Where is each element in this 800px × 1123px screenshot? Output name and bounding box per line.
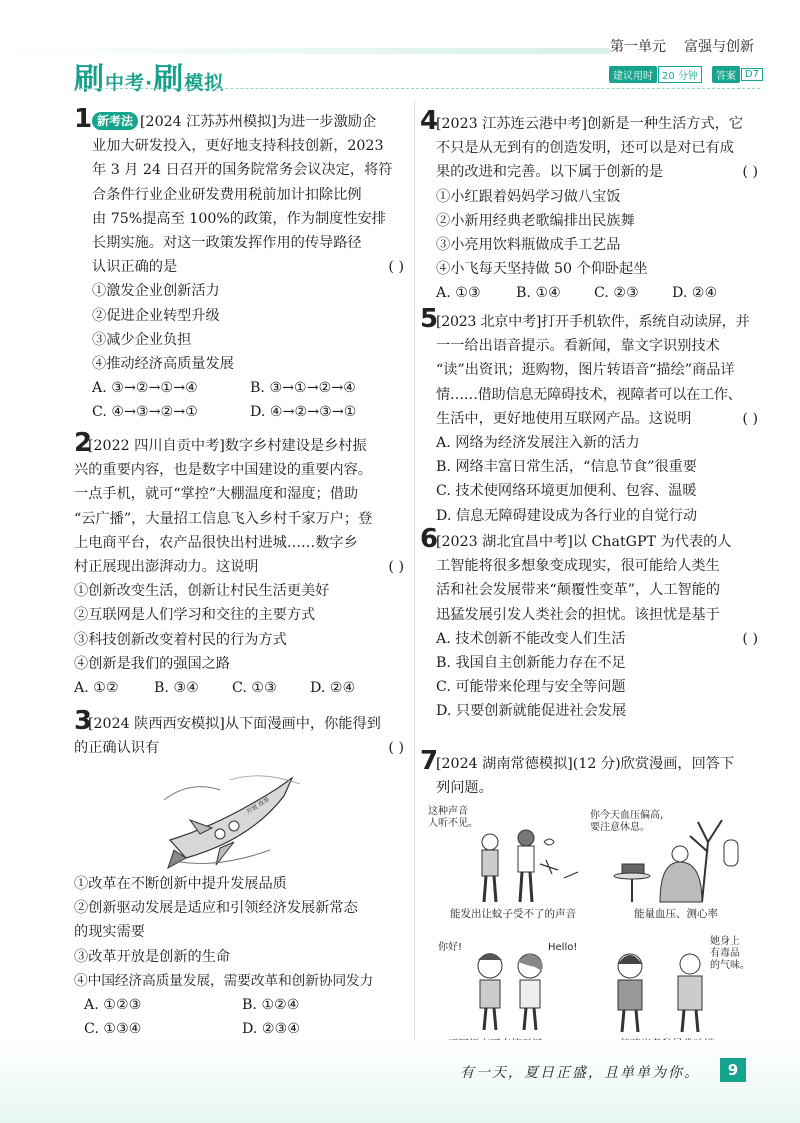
- unit-title: 富强与创新: [684, 39, 754, 55]
- answer-page: D7: [741, 68, 763, 81]
- rocket-icon: [164, 776, 300, 868]
- meta-info: [609, 66, 763, 83]
- q4-option-d[interactable]: D. ②④: [672, 285, 718, 302]
- q3-line: [2024 陕西西安模拟]从下面漫画中，你能得到: [88, 716, 381, 732]
- answer-blank[interactable]: ( ): [742, 630, 758, 647]
- q2-option-a[interactable]: A. ①②: [74, 680, 119, 697]
- q5-line: “读”出资讯；逛购物，图片转语音“描绘”商品详: [436, 362, 735, 379]
- q2-line: “云广播”，大量招工信息飞入乡村千家万户；登: [74, 510, 373, 527]
- speech-bubble: 你今天血压偏高， 要注意休息。: [590, 810, 670, 833]
- q6-line: 迅猛发展引发人类社会的担忧。该担忧是基于: [436, 606, 720, 623]
- q2-option-c[interactable]: C. ①③: [232, 680, 277, 697]
- q3-option-b[interactable]: B. ①②④: [242, 997, 300, 1014]
- q1-line: [2024 江苏苏州模拟]为进一步激励企: [140, 114, 377, 130]
- q5-line: 一一给出语音提示。看新闻，靠文字识别技术: [436, 338, 720, 355]
- q1-line: 长期实施。对这一政策发挥作用的传导路径: [92, 235, 362, 252]
- q5-line: 情……借助信息无障碍技术，视障者可以在工作、: [436, 386, 742, 403]
- question-7-number: 7: [420, 746, 439, 776]
- header-divider: [80, 88, 760, 89]
- answer-blank[interactable]: ( ): [388, 259, 404, 276]
- q2-line: 村正展现出澎湃动力。这说明: [74, 559, 259, 576]
- answer-blank[interactable]: ( ): [388, 559, 404, 576]
- q6-option-a[interactable]: A. 技术创新不能改变人们生活: [436, 630, 626, 647]
- unit-heading: [610, 36, 772, 56]
- q3-item: ③改革开放是创新的生命: [74, 948, 231, 965]
- brand-char-2: 刷: [153, 62, 185, 97]
- question-7: [436, 752, 758, 800]
- q1-option-c[interactable]: C. ④→③→②→①: [92, 404, 198, 421]
- q5-line: 生活中，更好地使用互联网产品。这说明: [436, 410, 692, 427]
- q1-item: ③减少企业负担: [92, 331, 192, 348]
- q1-line: 由 75%提高至 100%的政策，作为制度性安排: [92, 210, 386, 227]
- q1-line: 业加大研发投入，更好地支持科技创新，2023: [92, 138, 384, 155]
- q2-line: [2022 四川自贡中考]数字乡村建设是乡村振: [88, 438, 367, 454]
- question-3: [74, 712, 404, 760]
- time-label: 建议用时: [609, 66, 657, 83]
- q4-item: ①小红跟着妈妈学习做八宝饭: [436, 188, 621, 205]
- q7-line: [2024 湖南常德模拟](12 分)欣赏漫画，回答下: [436, 756, 735, 772]
- question-2: [74, 434, 404, 700]
- time-value: 20 分钟: [658, 66, 702, 83]
- q2-item: ②互联网是人们学习和交往的主要方式: [74, 607, 316, 624]
- question-5-number: 5: [420, 304, 439, 334]
- comic-panel-blood-pressure: [590, 802, 760, 922]
- q2-option-d[interactable]: D. ②④: [310, 680, 356, 697]
- unit-label: 第一单元: [610, 39, 666, 55]
- page-header: [0, 0, 800, 97]
- comic-panel-translation: [428, 930, 588, 1050]
- comic-panel-smell: [590, 930, 760, 1050]
- q5-option-d[interactable]: D. 信息无障碍建设成为各行业的自觉行动: [436, 507, 698, 524]
- series-brand: [74, 54, 224, 98]
- column-divider: [414, 100, 415, 1050]
- q5-option-c[interactable]: C. 技术使网络环境更加便利、包容、温暖: [436, 483, 697, 500]
- brand-dot: ·: [145, 72, 154, 94]
- q1-option-b[interactable]: B. ③→①→②→④: [250, 380, 356, 397]
- speech-bubble-left: 你好!: [438, 942, 463, 953]
- footer-motto: 有一天，夏日正盛，且单单为你。: [460, 1065, 700, 1081]
- q4-option-c[interactable]: C. ②③: [594, 285, 639, 302]
- q3-option-c[interactable]: C. ①③④: [84, 1021, 142, 1038]
- q6-option-b[interactable]: B. 我国自主创新能力存在不足: [436, 655, 626, 672]
- q1-option-a[interactable]: A. ③→②→①→④: [92, 380, 198, 397]
- question-6: [436, 530, 758, 724]
- elderly-checkup-icon: [590, 802, 760, 912]
- speech-bubble: 她身上 有毒品 的气味。: [710, 936, 750, 971]
- brand-char-1: 刷: [74, 62, 105, 97]
- q6-line: 活和社会发展带来“颠覆性变革”，人工智能的: [436, 582, 721, 599]
- q2-line: 上电商平台，农产品很快出村进城……数字乡: [74, 534, 358, 551]
- comic-panel-mosquito: [428, 802, 588, 922]
- q1-option-d[interactable]: D. ④→②→③→①: [250, 404, 357, 421]
- question-6-number: 6: [420, 524, 439, 554]
- q1-item: ②促进企业转型升级: [92, 307, 220, 324]
- q2-item: ①创新改变生活，创新让村民生活更美好: [74, 583, 330, 600]
- q1-item: ①激发企业创新活力: [92, 283, 220, 300]
- question-2-number: 2: [74, 428, 93, 458]
- q5-line: [2023 北京中考]打开手机软件，系统自动读屏，并: [436, 314, 750, 330]
- answer-blank[interactable]: ( ): [742, 164, 758, 181]
- q4-line: 果的改进和完善。以下属于创新的是: [436, 164, 664, 181]
- q1-line: 认识正确的是: [92, 259, 178, 276]
- panel-caption: 能发出让蚊子受不了的声音: [450, 908, 576, 920]
- q2-line: 一点手机，就可“掌控”大棚温度和湿度；借助: [74, 486, 359, 503]
- page-number: 9: [720, 1058, 746, 1082]
- q2-item: ④创新是我们的强国之路: [74, 655, 231, 672]
- answer-blank[interactable]: ( ): [388, 740, 404, 757]
- q1-line: 合条件行业企业研发费用税前加计扣除比例: [92, 186, 362, 203]
- q3-option-d[interactable]: D. ②③④: [242, 1021, 301, 1038]
- q1-line: 年 3 月 24 日召开的国务院常务会议决定，将符: [92, 162, 393, 179]
- q3-item: ④中国经济高质量发展，需要改革和创新协同发力: [74, 972, 374, 989]
- question-3-number: 3: [74, 706, 93, 736]
- rocket-label: 开放 改革: [245, 796, 272, 816]
- q1-item: ④推动经济高质量发展: [92, 356, 234, 373]
- q2-line: 兴的重要内容，也是数字中国建设的重要内容。: [74, 462, 372, 479]
- q6-option-d[interactable]: D. 只要创新就能促进社会发展: [436, 703, 627, 720]
- q2-option-b[interactable]: B. ③④: [154, 680, 199, 697]
- question-1: [92, 110, 404, 425]
- speech-bubble-right: Hello!: [548, 942, 578, 953]
- q4-line: 不只是从无到有的创造发明，还可以是对已有成: [436, 140, 734, 157]
- q6-line: 工智能将很多想象变成现实，很可能给人类生: [436, 558, 720, 575]
- question-4-number: 4: [420, 106, 439, 136]
- robot-kid-mosquito-icon: [428, 802, 588, 912]
- q3-item: ②创新驱动发展是适应和引领经济发展新常态: [74, 900, 358, 917]
- two-kids-talking-icon: [428, 930, 588, 1040]
- new-format-badge: 新考法: [92, 112, 138, 130]
- sniffing-detector-icon: [590, 930, 760, 1040]
- q4-item: ②小新用经典老歌编排出民族舞: [436, 212, 635, 229]
- speech-bubble: 这种声音 人听不见。: [428, 806, 478, 829]
- answer-label: 答案: [712, 66, 740, 83]
- question-1-number: 1: [74, 104, 93, 134]
- reform-rocket-cartoon: [160, 770, 310, 870]
- q5-option-a[interactable]: A. 网络为经济发展注入新的活力: [436, 435, 640, 452]
- q3-item: ①改革在不断创新中提升发展品质: [74, 876, 287, 892]
- brand-word-2: 模拟: [184, 72, 225, 94]
- panel-caption: 能量血压、测心率: [634, 908, 718, 920]
- q7-line: 列问题。: [436, 780, 493, 797]
- q4-line: [2023 江苏连云港中考]创新是一种生活方式，它: [436, 116, 744, 132]
- q3-line: 的正确认识有: [74, 740, 160, 757]
- brand-word-1: 中考: [105, 72, 146, 94]
- q6-option-c[interactable]: C. 可能带来伦理与安全等问题: [436, 679, 626, 696]
- question-4: [436, 112, 758, 306]
- q4-item: ③小亮用饮料瓶做成手工艺品: [436, 237, 621, 254]
- q2-item: ③科技创新改变着村民的行为方式: [74, 631, 287, 648]
- q3-item: 的现实需要: [74, 924, 145, 941]
- q5-option-b[interactable]: B. 网络丰富日常生活，“信息节食”很重要: [436, 459, 697, 476]
- q3-option-a[interactable]: A. ①②③: [84, 997, 142, 1014]
- question-5: [436, 310, 758, 528]
- q4-item: ④小飞每天坚持做 50 个仰卧起坐: [436, 261, 648, 278]
- q4-option-b[interactable]: B. ①④: [516, 285, 561, 302]
- question-3-body: [74, 872, 404, 1041]
- q6-line: [2023 湖北宜昌中考]以 ChatGPT 为代表的人: [436, 534, 732, 550]
- q4-option-a[interactable]: A. ①③: [436, 285, 481, 302]
- answer-blank[interactable]: ( ): [742, 410, 758, 427]
